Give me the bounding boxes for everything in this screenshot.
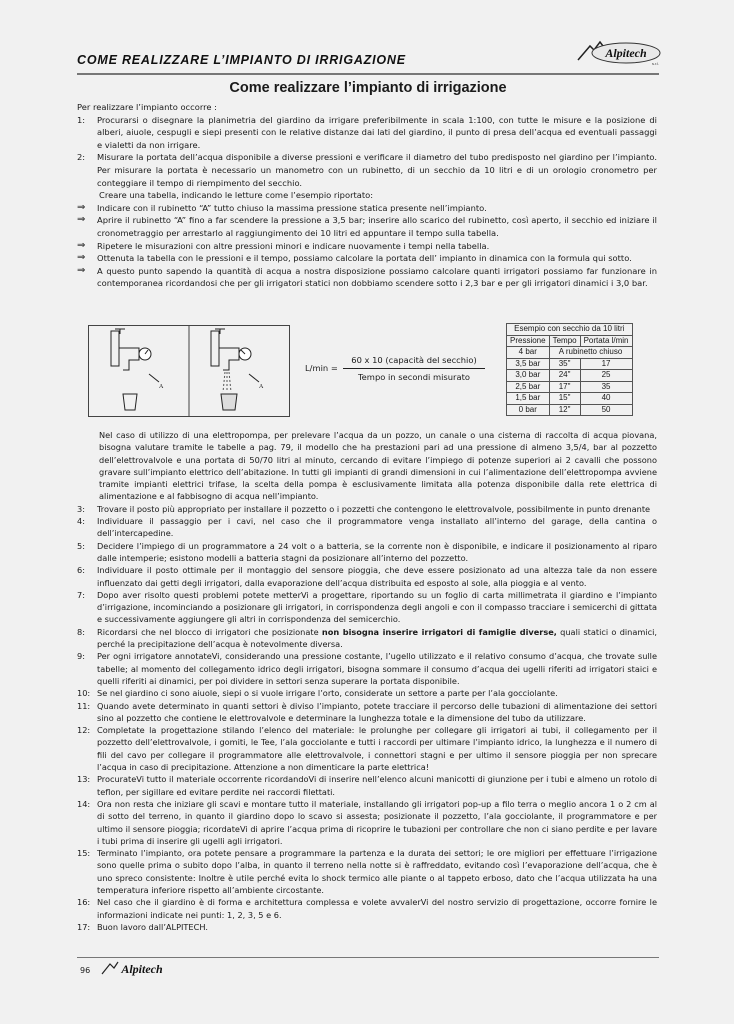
table-cell: 35 [580, 381, 632, 393]
step-number: 16: [77, 897, 91, 908]
step-17 [77, 921, 657, 933]
arrow-item-text: Ripetere le misurazioni con altre pressioni minori e indicare nuovamente i tempi nella tabella. [97, 240, 490, 251]
step-text: Per ogni irrigatore annotateVi, considerando una pressione costante, l’ugello utilizzato e il relativo consumo d’acqua, che trovate sulle tabelle; al momento del collegamento idrico degli irrigatori, bisogna sommare il consumo d’acqua dei ugelli riferiti ad irrigatori staici e quelli riferiti ai dinamici, per poi dividere in settori senza superare la portata disponibile. [97, 651, 657, 686]
arrow-icon: ⇒ [77, 214, 86, 226]
table-header: Pressione [507, 335, 550, 347]
steps-block [77, 429, 657, 933]
step-1 [77, 114, 657, 152]
step-3 [77, 503, 657, 515]
step-number: 10: [77, 688, 91, 699]
table-header: Tempo [549, 335, 580, 347]
flow-formula [305, 355, 485, 382]
arrow-item-text: Ottenuta la tabella con le pressioni e il tempo, possiamo calcolare la portata dell’ impianto in dinamica con la formula qui sotto. [97, 253, 632, 264]
arrow-item [77, 265, 657, 290]
step-number: 12: [77, 725, 91, 736]
step-number: 15: [77, 848, 91, 859]
table-cell: 17" [549, 381, 580, 393]
step-text: Individuare il passaggio per i cavi, nel caso che il programmatore venga installato all’interno del garage, della cantina o dell’intercapedine. [97, 516, 657, 539]
step-10 [77, 687, 657, 699]
step-9 [77, 650, 657, 687]
pump-paragraph: Nel caso di utilizzo di una elettropompa, per prelevare l’acqua da un pozzo, un canale o una cisterna di raccolta di acqua piovana, bisogna valutare tramite le tabelle a pag. 79, il modello che ha prestazioni pari ad una pressione di almeno 3,5/4, bar al pozzetto dell’elettrovalvole e una portata di 50/70 litri al minuto, cercando di evitare l’impiego di potenze superiori ai 2 cavalli che possono gravare sull’impianto elettrico dell’abitazione. In tutti gli impianti di grandi dimensioni in cui l’alimentazione dell’elettropompa avviene tramite impianti elettrici trifase, la scelta della pompa è esclusivamente limitata alla potenza disponibile dalla rete elettrica di alimentazione e al fabbisogno di acqua nell’impianto. [99, 430, 657, 502]
svg-text:A: A [259, 384, 264, 390]
step-number: 2: [77, 152, 86, 163]
page-title: Come realizzare l’impianto di irrigazione [229, 80, 507, 96]
svg-text:Alpitech: Alpitech [605, 46, 647, 60]
step-13 [77, 773, 657, 798]
arrow-item-text: A questo punto sapendo la quantità di acqua a nostra disposizione possiamo calcolare quanti irrigatori possiamo far funzionare in contemporanea ricordandosi che per gli irrigatori statici non dobbiamo scendere sotto i 2,3 bar e per gli irrigatori dinamici i 3,0 bar. [97, 265, 657, 289]
step-7 [77, 589, 657, 626]
arrow-icon: ⇒ [77, 252, 86, 264]
table-cell: 35" [549, 358, 580, 370]
intro-block [77, 101, 657, 290]
step-text: Completate la progettazione stilando l’elenco del materiale: le prolunghe per collegare gli irrigatori ai tubi, il collegamento per il pozzetto dell’elettrovalvole, i gomiti, le Tee, l’ala gocciolante e tutti i raccordi per ultimare l’impianto idrico, la lunghezza e il numero di fili del cavo per collegare il programmatore alle elettrovalvole, i connettori stagni e per ultimo il sensore pioggia per non sprecare l’acqua in caso di precipitazione. Attenzione a non dimenticare la parte elettrica! [97, 725, 657, 773]
footer-alpitech-logo [100, 958, 170, 984]
arrow-item [77, 202, 657, 215]
step-text [97, 626, 657, 651]
step-number: 9: [77, 651, 85, 662]
open-tap-drawing [211, 329, 264, 410]
step-text: Buon lavoro dall’ALPITECH. [97, 921, 208, 932]
step-4 [77, 515, 657, 540]
svg-text:s.r.l.: s.r.l. [652, 61, 660, 66]
table-row [507, 370, 633, 382]
step-text-emphasis: non bisogna inserire irrigatori di famiglie diverse, [321, 626, 557, 637]
svg-text:Alpitech: Alpitech [121, 962, 163, 976]
step-number: 13: [77, 774, 91, 785]
step-text: Decidere l’impiego di un programmatore a 24 volt o a batteria, se la corrente non è disponibile, e indicare il posizionamento al riparo dalle intemperie; esistono modelli a batteria stagni da posizionare all’interno del pozzetto. [97, 540, 657, 563]
arrow-item-text: Aprire il rubinetto “A” fino a far scendere la pressione a 3,5 bar; inserire allo scarico del rubinetto, così aperto, il secchio ed iniziare il cronometraggio per arrestarlo al raggiungimento dei 10 litri ed appuntare il tempo sulla tabella. [97, 215, 657, 238]
example-table [506, 323, 633, 416]
table-caption: Esempio con secchio da 10 litri [507, 324, 633, 336]
table-cell: 24" [549, 370, 580, 382]
table-row [507, 381, 633, 393]
intro-text: Per realizzare l’impianto occorre : [77, 102, 217, 112]
step-number: 3: [77, 503, 85, 514]
table-cell: A rubinetto chiuso [549, 347, 632, 359]
step-number: 1: [77, 114, 86, 125]
table-cell: 3,0 bar [507, 370, 550, 382]
arrow-item [77, 240, 657, 253]
svg-text:A: A [159, 384, 164, 390]
step-number: 17: [77, 921, 91, 932]
arrow-icon: ⇒ [77, 239, 86, 251]
step-11 [77, 700, 657, 725]
step-16 [77, 896, 657, 921]
step-number: 6: [77, 565, 85, 576]
step-number: 5: [77, 540, 85, 551]
formula-denominator: Tempo in secondi misurato [358, 372, 470, 382]
table-cell: 25 [580, 370, 632, 382]
running-header-title: COME REALIZZARE L’IMPIANTO DI IRRIGAZIONE [77, 53, 406, 67]
step-5 [77, 540, 657, 565]
table-header: Portata l/min [580, 335, 632, 347]
table-cell: 50 [580, 404, 632, 416]
step-text: ProcurateVi tutto il materiale occorrente ricordandoVi di inserire nell’elenco alcuni manicotti di giunzione per i tubi e almeno un rotolo di teflon, per sigillare ed evitare perdite nei raccordi filettati. [97, 774, 657, 797]
page-number: 96 [80, 966, 91, 975]
table-cell: 4 bar [507, 347, 550, 359]
step-text: Terminato l’impianto, ora potete pensare a programmare la partenza e la durata dei settori; le ore migliori per effettuare l’irrigazione sono quelle prima o subito dopo l’alba, in quanto il terreno nella notte si è raffreddato, evitando così l’evaporazione dell’acqua, che è uno spreco consistente: Inoltre è utile perché evita lo shock termico alle piante o al tappeto erboso, dato che l’acqua utilizzata ha una temperatura inferiore rispetto all’ambiente circostante. [97, 848, 657, 895]
step-number: 4: [77, 516, 85, 527]
step-number: 11: [77, 700, 91, 711]
header-rule [77, 73, 659, 75]
step-12 [77, 724, 657, 773]
step-text: Quando avete determinato in quanti settori è diviso l’impianto, potete tracciare il percorso delle tubazioni di alimentazione dei settori sino al pozzetto che contiene le elettrovalvole e determinare la lunghezza totale e la dimensione del tubo da utilizzare. [97, 700, 657, 723]
arrow-item-text: Indicare con il rubinetto “A” tutto chiuso la massima pressione statica presente nell’impianto. [97, 202, 487, 213]
step-14 [77, 798, 657, 847]
step-text: Misurare la portata dell’acqua disponibile a diverse pressioni e verificare il diametro del tubo predisposto nel giardino per l’impianto. Per misurare la portata è necessario un manometro con un rubinetto, di un secchio da 10 litri e di un orologio cronometro per conteggiare il tempo di riempimento del secchio. [97, 152, 657, 188]
table-cell: 0 bar [507, 404, 550, 416]
step-text: Nel caso che il giardino è di forma e architettura complessa e volete avvalerVi del nostro servizio di progettazione, occorre fornire le informazioni indicate nei punti: 1, 2, 3, 5 e 6. [97, 897, 657, 920]
table-cell: 15" [549, 393, 580, 405]
step-2-extra: Creare una tabella, indicando le letture come l’esempio riportato: [99, 190, 374, 201]
step-text: Procurarsi o disegnare la planimetria del giardino da irrigare preferibilmente in scala 1:100, con tutte le misure e la posizione di alberi, aiuole, cespugli e siepi presenti con le relative distanze dai lati del giardino, il punto di presa dell’acqua ed eventuali passaggi e vialetti da non irrigare. [97, 114, 657, 150]
arrow-icon: ⇒ [77, 264, 86, 276]
measurement-illustration [88, 325, 290, 417]
table-cell: 12" [549, 404, 580, 416]
step-text: Ora non resta che iniziare gli scavi e montare tutto il materiale, installando gli irrigatori pop-up a filo terra o meglio ancora 1 o 2 cm al di sotto del terreno, in quanto il giardino dopo lo scavo si assesta; posizionate il pozzetto, l’ala gocciolante, il programmatore e per ultimo il sensore pioggia; ricordateVi di aprire l’acqua prima di ricoprire le tubazioni per controllare che non ci siano perdite e per lavare i tubi prima di inserire gli ugelli agli irrigatori. [97, 798, 657, 846]
table-cell: 3,5 bar [507, 358, 550, 370]
table-row [507, 358, 633, 370]
table-cell: 17 [580, 358, 632, 370]
step-number: 8: [77, 626, 85, 637]
step-text: Dopo aver risolto questi problemi potete metterVi a progettare, riportando su un foglio di carta millimetrata il giardino e l’impianto d’irrigazione, incominciando a posizionare gli irrigatori, in corrispondenza degli angoli e con il compasso tracciare i semicerchi di gittata e successivamente aggiungere gli altri in corrispondenza del semicerchio. [97, 589, 657, 625]
closed-tap-drawing [111, 329, 164, 410]
arrow-item [77, 252, 657, 265]
table-cell: 2,5 bar [507, 381, 550, 393]
step-6 [77, 564, 657, 589]
step-text: Trovare il posto più appropriato per installare il pozzetto o i pozzetti che contengono le elettrovalvole, possibilmente in punto drenante [97, 503, 651, 514]
table-row [507, 404, 633, 416]
formula-numerator: 60 x 10 (capacità del secchio) [351, 355, 477, 365]
step-8 [77, 626, 657, 651]
table-row [507, 393, 633, 405]
table-cell: 40 [580, 393, 632, 405]
step-number: 7: [77, 589, 85, 600]
arrow-item [77, 214, 657, 239]
step-number: 14: [77, 798, 91, 809]
fraction-bar [343, 368, 485, 369]
step-text: Se nel giardino ci sono aiuole, siepi o si vuole irrigare l’orto, considerate un settore a parte per l’ala gocciolante. [97, 688, 558, 699]
step-text-part: Ricordarsi che nel blocco di irrigatori che posizionate [97, 626, 322, 637]
step-text-part: quali statici o dinamici, perché la precipitazione dell’acqua è notevolmente diversa. [97, 626, 657, 650]
table-cell: 1,5 bar [507, 393, 550, 405]
alpitech-logo [576, 38, 662, 72]
step-15 [77, 847, 657, 896]
table-row [507, 347, 633, 359]
formula-lhs: L/min = [305, 363, 338, 374]
step-text: Individuare il posto ottimale per il montaggio del sensore pioggia, che deve essere posizionato ad una altezza tale da non essere influenzato dai getti degli irrigatori, dalla evaporazione dell’acqua distribuita ed esposto al sole, alla pioggia e al vento. [97, 565, 657, 588]
arrow-icon: ⇒ [77, 201, 86, 213]
step-2 [77, 151, 657, 189]
